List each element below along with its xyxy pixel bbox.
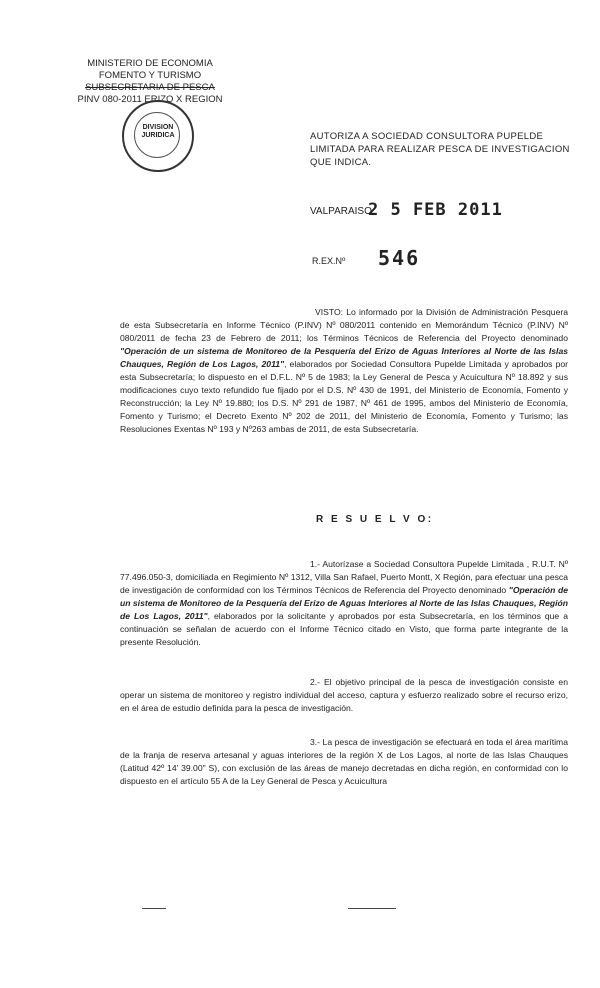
- signature-line-left: [142, 908, 166, 909]
- rex-number: 546: [378, 246, 421, 270]
- visto-project-name: "Operación de un sistema de Monitoreo de la Pesquería del Erizo de Aguas Interiores al Norte de las Islas Chauques, Región de Los Lagos, 2011": [120, 346, 568, 369]
- resolution-item-2: [120, 676, 568, 715]
- date-stamp: 2 5 FEB 2011: [368, 200, 503, 220]
- division-juridica-stamp: [122, 100, 194, 172]
- item1-text-a: 1.- Autorízase a Sociedad Consultora Pupelde Limitada , R.U.T. Nº 77.496.050-3, domiciliada en Regimiento Nº 1312, Villa San Rafael, Puerto Montt, X Región, para efectuar una pesca de investigación de conformidad con los Términos Técnicos de Referencia del Proyecto denominado: [120, 559, 568, 595]
- visto-paragraph: [120, 306, 568, 436]
- item2-text: 2.- El objetivo principal de la pesca de investigación consiste en operar un sistema de monitoreo y registro individual del acceso, captura y esfuerzo realizado sobre el recurso erizo, en el área de estudio definida para la pesca de investigación.: [120, 677, 568, 713]
- rex-label: R.EX.Nº: [312, 256, 346, 266]
- ministry-name: MINISTERIO DE ECONOMIA: [87, 58, 213, 69]
- ministry-subtitle: FOMENTO Y TURISMO: [98, 70, 202, 81]
- ministry-header: [50, 58, 250, 106]
- resuelvo-heading: R E S U E L V O:: [316, 514, 434, 525]
- item1-text-b: , elaborados por la solicitante y aprobados por esta Subsecretaría, en los términos que a continuación se señalan de acuerdo con el Informe Técnico citado en Visto, que forma parte integrante de la presente Resolución.: [120, 611, 568, 647]
- stamp-line-1: DIVISION: [142, 124, 174, 131]
- resolution-item-3: [120, 736, 568, 788]
- resolution-title: AUTORIZA A SOCIEDAD CONSULTORA PUPELDE LIMITADA PARA REALIZAR PESCA DE INVESTIGACION QUE INDICA.: [310, 131, 570, 168]
- visto-text-a: VISTO: Lo informado por la División de Administración Pesquera de esta Subsecretaría en Informe Técnico (P.INV) Nº 080/2011 contenido en Memorándum Técnico (P.INV) Nº 080/2011 de fecha 23 de Febrero de 2011; los Términos Técnicos de Referencia del Proyecto denominado: [120, 307, 568, 343]
- visto-text-b: , elaborados por Sociedad Consultora Pupelde Limitada y aprobados por esta Subsecretaría; lo dispuesto en el D.F.L. Nº 5 de 1983; la Ley General de Pesca y Acuicultura Nº 18.892 y sus modificaciones cuyo texto refundido fue fijado por el D.S. Nº 430 de 1991, del Ministerio de Economía, Fomento y Reconstrucción; la Ley Nº 19.880; los D.S. Nº 291 de 1987, Nº 461 de 1995, ambos del Ministerio de Economía, Fomento y Turismo; el Decreto Exento Nº 202 de 2011, del Ministerio de Economía, Fomento y Turismo; las Resoluciones Exentas Nº 193 y Nº263 ambas de 2011, de esta Subsecretaría.: [120, 359, 568, 434]
- resolution-item-1: [120, 558, 568, 649]
- place-label: VALPARAISO,: [310, 206, 375, 217]
- item3-text: 3.- La pesca de investigación se efectuará en toda el área marítima de la franja de reserva artesanal y aguas interiores de la región X de Los Lagos, al norte de las Islas Chauques (Latitud 42º 14' 39.00" S), con exclusión de las áreas de manejo decretadas en dicha región, en conformidad con lo dispuesto en el artículo 55 A de la Ley General de Pesca y Acuicultura: [120, 737, 568, 786]
- item1-project-name: "Operación de un sistema de Monitoreo de la Pesquería del Erizo de Aguas Interiores al Norte de las Islas Chauques, Región de Los Lagos, 2011": [120, 585, 568, 621]
- signature-line-right: [348, 908, 396, 909]
- reference-code: PINV 080-2011 ERIZO X REGION: [77, 94, 223, 105]
- subsecretaria-name: SUBSECRETARIA DE PESCA: [85, 82, 215, 93]
- stamp-line-2: JURIDICA: [141, 132, 175, 139]
- stamp-label: [124, 124, 192, 140]
